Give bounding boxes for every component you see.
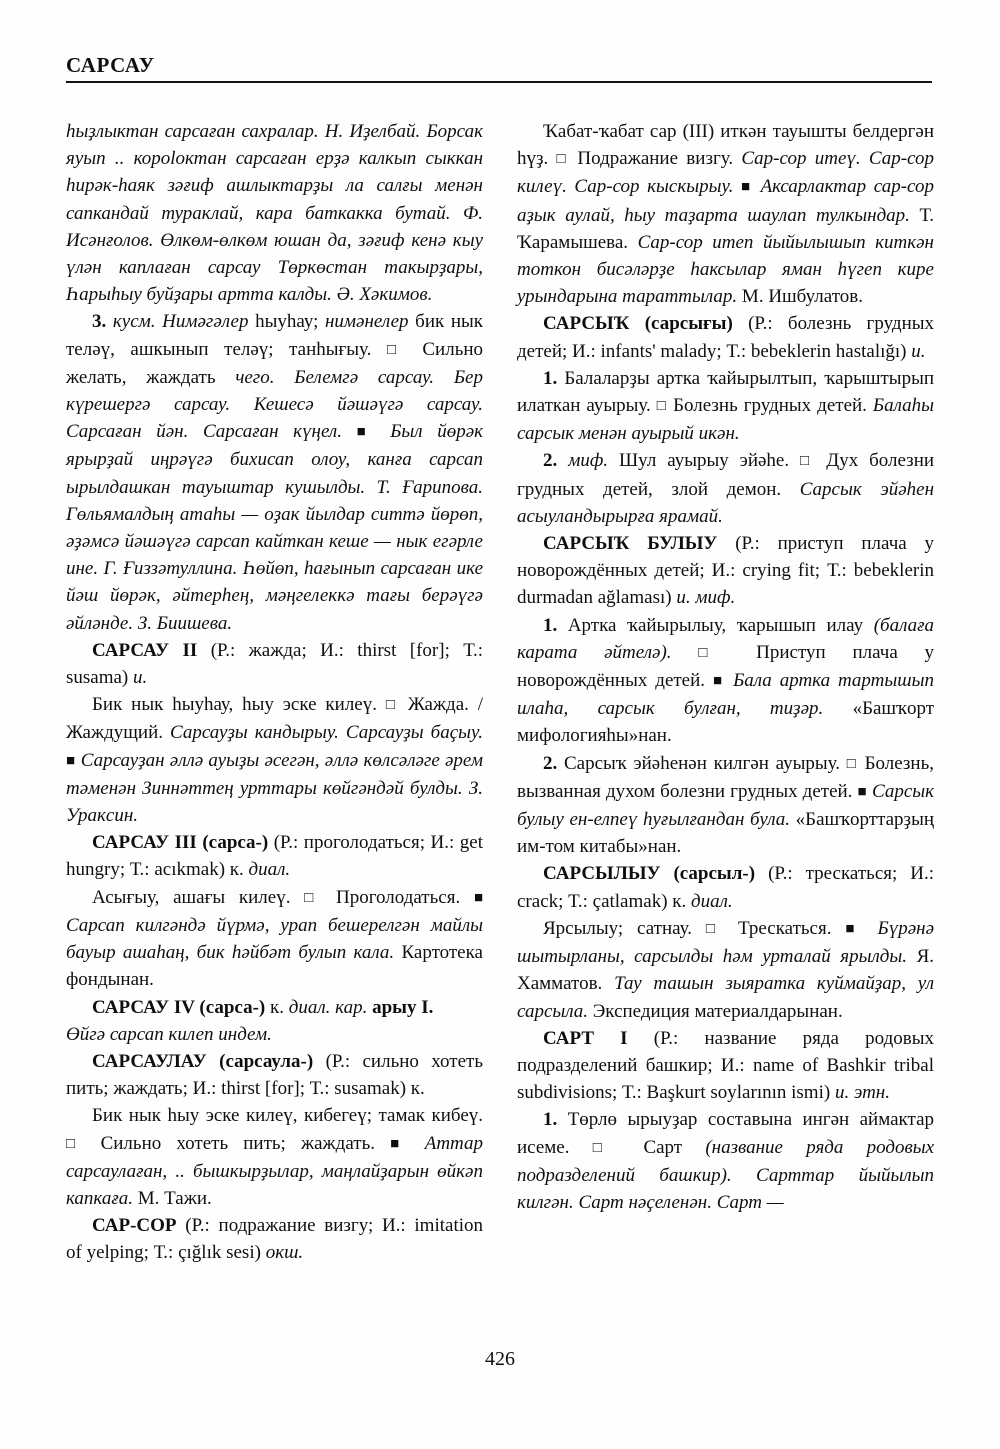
etymology: (Р.: болезнь грудных детей; И.: infants' malady; Т.: bebeklerin hastalığı): [517, 313, 934, 362]
source-note: М. Тажи.: [137, 1187, 212, 1209]
open-square-marker: [698, 642, 729, 663]
open-square-marker: [847, 753, 858, 774]
header-rule: [66, 81, 932, 83]
entry-sarsaulau-body: [66, 1102, 483, 1212]
sense-number: 2.: [543, 752, 558, 774]
quotations: Бүрәнә шытырланы, сарсылды һәм урталай ярылды. Я. Хамматов. Тау ташын зыяратка куймайҙар, ул сарсыла. Экспедиция материалдарынан.: [517, 917, 935, 1022]
page-number: 426: [485, 1348, 515, 1370]
entry-sarsyk-buluu-sense-2: [517, 750, 934, 861]
bashkir-definition: Артка ҡайырылыу, ҡарышып илау: [567, 614, 864, 636]
citation-text: һыҙлыктан сарсаған сахралар. Н. Иҙелбай. Борсак яуып .. короloктан сарсаған ерҙә калкып сыккан һирәк-һаяк зәғиф ашлыктарҙы ла салғы менән сапкандай тураклай, кара баткакка бутай. Ф. Исәнғолов. Өлкөм-өлкөм юшан да, зәғиф кенә кыу үлән каплаған сарсау Төркөстан такырҙары, Һарыһыу буйҙары артта калды. Ә. Хәкимов.: [66, 121, 483, 306]
grammar-k: к.: [672, 890, 687, 912]
open-square-marker: [304, 887, 322, 908]
open-square-marker: [706, 918, 724, 939]
bashkir-definition: Ярсылыу; сатнау.: [543, 917, 692, 939]
russian-definition: Приступ плача у новорождённых детей.: [517, 641, 935, 692]
entry-sarsau-3: [66, 829, 483, 883]
bashkir-definition: Балаларҙы артка ҡайырылтып, ҡарыштырып илаткан ауырыу.: [517, 367, 935, 417]
grammar-label: и. этн.: [834, 1082, 890, 1104]
cross-reference[interactable]: арыу I.: [372, 996, 434, 1018]
entry-sarsau-1-citations: [66, 118, 483, 308]
grammar-k: к.: [410, 1078, 425, 1100]
grammar-label: и. миф.: [676, 587, 736, 609]
entry-sarsau-2-body: [66, 691, 483, 829]
entry-sarsyk-buluu: [517, 530, 934, 612]
body-columns: [66, 118, 934, 1267]
etymology: (Р.: жажда; И.: thirst [for]; Т.: susama): [66, 639, 483, 689]
quotations: Был йөрәк ярырҙай иңрәүгә бихисап олоу, канға сарсап ырылдашкан тауыштар кушылды. Т. Ғарипова. Гөльямалдың атаһы — оҙак йылдар ситтә йөрөп, әҙәмсә йәшәүгә сарсап кайткан кеше — нык егәрле ине. Г. Ғиззәтуллина. Һөйөп, һағынып сарсаған ике йәш йөрәк, әйтерһең, мәңгелеккә тағы берәүгә әйләнде. З. Биишева.: [66, 421, 484, 634]
sense-number: 2.: [543, 450, 558, 472]
running-head: САРСАУ: [66, 53, 155, 77]
russian-definition: Дух болезни грудных детей, злой демон.: [517, 450, 935, 500]
filled-square-marker: [845, 918, 863, 939]
headword: САР-СОР: [92, 1215, 177, 1237]
open-square-marker: [387, 339, 407, 360]
grammar-k: к.: [229, 859, 244, 881]
examples: Сарсауҙы кандырыу. Сарсауҙы баҫыу.: [170, 722, 483, 744]
bashkir-definition: Бик нык һыуһау, һыу эске килеү.: [92, 694, 377, 716]
filled-square-marker: [741, 176, 753, 197]
quotations: Сарсауҙан әллә ауыҙы әсегән, әллә көлсәләге әрем тәменән Зиннәттең урттары көйгәндәй булды. З. Уракcин.: [66, 749, 484, 827]
headword: САРСАУ II: [92, 639, 198, 661]
grammar-k: к.: [270, 996, 284, 1018]
grammar-label: диал.: [288, 996, 331, 1018]
russian-definition: Трескаться.: [737, 917, 832, 939]
sense-number: 1.: [543, 1109, 558, 1131]
right-column: [517, 118, 934, 1267]
entry-sar-sor-body: [517, 118, 934, 310]
entry-sart-1: [517, 1025, 934, 1107]
sense-3: [66, 308, 483, 636]
bashkir-definition: Шул ауырыу эйәһе.: [619, 450, 790, 472]
open-square-marker: [66, 1133, 85, 1154]
entry-sarsau-4-body: [66, 1021, 483, 1048]
etymology: (Р.: трескаться; И.: crack; Т.: çatlamak): [517, 863, 934, 912]
entry-sar-sor: [66, 1212, 483, 1266]
source-note: Картотека фондынан.: [66, 942, 483, 991]
sense-number: 3.: [92, 311, 107, 333]
entry-sarsyk-sense-1: [517, 365, 934, 448]
grammar-label: окш.: [265, 1242, 304, 1264]
examples: Сарсык эйәһен асыуландырырға ярамай.: [517, 478, 934, 527]
bashkir-definition: Төрлө ырыуҙар составына ингән аймактар исеме.: [517, 1109, 934, 1158]
etymology: (Р.: название ряда родовых подразделений башкир; И.: name of Bashkir tribal subdivisions; Т.: Başkurt soylarının ismi): [517, 1027, 935, 1104]
quotations: Сарсап килгәндә йүрмә, урап бешерелгән майлы бауыр ашаһаң, бик һәйбәт булып кала.: [66, 914, 483, 964]
entry-sarsyk: [517, 310, 934, 364]
headword: САРСАУ IV (сарса-): [92, 996, 266, 1018]
entry-sarsylyu: [517, 860, 934, 914]
filled-square-marker: [357, 421, 376, 442]
filled-square-marker: [66, 750, 76, 771]
entry-sarsau-3-body: [66, 884, 483, 994]
quotations: Аксарлактар сар-сор аҙык аулай, һыу таҙарта шаулап тулкындар. Т. Ҡарамышева. Сар-сор итеп йыйылышып киткән тоткон бисәләрҙе һаксылар яман һүгеп кире урындарына тараттылар. М. Ишбулатов.: [517, 176, 935, 308]
running-head-area: [66, 52, 932, 83]
open-square-marker: [386, 694, 399, 715]
headword: САРТ I: [543, 1027, 628, 1049]
left-column: [66, 118, 483, 1267]
bashkir-definition: Бик нык һыу эске килеү, кибегеү; тамак кибеү.: [92, 1105, 483, 1127]
etymology: (Р.: проголодаться; И.: get hungry; Т.: acıkmak): [66, 832, 483, 881]
sense-number: 1.: [543, 614, 558, 636]
open-square-marker: [657, 395, 667, 416]
examples: Сарттар йыйылып килгән. Сарт нәҫеленән. Сарт —: [517, 1164, 934, 1213]
etymology: (Р.: сильно хотеть пить; жаждать; И.: thirst [for]; Т.: susamak): [66, 1050, 483, 1100]
entry-sarsyk-buluu-sense-1: [517, 612, 934, 750]
source-note: «Башҡорт мифологияһы»нан.: [517, 698, 934, 747]
entry-sarsyk-sense-2: [517, 447, 934, 530]
examples: Белемгә сарсау. Бер күрешергә сарсау. Кешесә йәшәүгә сарсау. Сарсаған йән. Сарсаған күңел.: [66, 366, 483, 443]
filled-square-marker: [390, 1133, 409, 1154]
russian-definition: Болезнь грудных детей.: [673, 395, 867, 417]
entry-sarsylyu-body: [517, 915, 934, 1025]
sense-label: кусм.: [112, 311, 156, 333]
source-note: «Башҡорттарҙың им-том китабы»нан.: [517, 809, 934, 858]
russian-definition: Жажда. / Жаждущий.: [66, 694, 484, 744]
quotations: Бала артка тартышып илаһа, сарсык булған, тиҙәр.: [517, 670, 934, 720]
sense-label: миф.: [568, 450, 609, 472]
headword: САРСЫЛЫУ (сарсыл-): [543, 863, 756, 885]
etymology: (Р.: подражание визгу; И.: imitation of yelping; Т.: çığlık sesi): [66, 1215, 484, 1264]
headword: САРСАУЛАУ (сарсаула-): [92, 1050, 314, 1072]
filled-square-marker: [474, 887, 483, 908]
entry-sarsau-2: [66, 637, 483, 691]
russian-definition: (название ряда родовых подразделений башкир).: [517, 1136, 935, 1186]
bashkir-definition-note: (балаға карата әйтелә).: [517, 614, 934, 663]
quotations: Аттар сарсаулаған, .. бышкырҙылар, маңлайҙарын өйкәп капкаға.: [66, 1132, 484, 1209]
russian-definition-head: Сарт: [643, 1136, 683, 1158]
russian-definition: Болезнь, вызванная духом болезни грудных детей.: [517, 752, 934, 802]
headword: САРСЫҠ БУЛЫУ: [543, 533, 718, 555]
open-square-marker: [557, 148, 570, 169]
examples: Сар-сор итеү. Сар-сор килеү. Сар-сор кыскырыу.: [517, 148, 935, 198]
filled-square-marker: [713, 670, 725, 691]
bashkir-definition: Нимәгәлер һыуһау; нимәнелер бик нык теләү, ашкынып теләү; танһығыу.: [66, 311, 484, 360]
grammar-label: и.: [133, 667, 148, 689]
sense-number: 1.: [543, 367, 558, 389]
grammar-label: диал.: [248, 859, 291, 881]
russian-definition: Проголодаться.: [335, 886, 461, 908]
russian-definition: Сильно хотеть пить; жаждать.: [100, 1132, 375, 1154]
bashkir-definition: Асығыу, ашағы килеү.: [92, 886, 291, 908]
bashkir-definition: Ҡабат-ҡабат сар (III) иткән тауышты белдергән һүҙ.: [517, 121, 934, 170]
etymology: (Р.: приступ плача у новорождённых детей; И.: crying fit; Т.: bebeklerin durmadan ağlaması): [517, 533, 935, 609]
open-square-marker: [800, 450, 815, 471]
quotations: Өйгә сарсап килеп индем.: [66, 1023, 272, 1045]
bashkir-definition: Сарсыҡ эйәһенән килгән ауырыу.: [564, 752, 841, 774]
grammar-label: и.: [911, 340, 926, 362]
filled-square-marker: [858, 781, 867, 802]
entry-sarsaulau: [66, 1048, 483, 1102]
grammar-label: диал.: [691, 890, 733, 912]
russian-definition: Сильно желать, жаждать чего.: [66, 338, 484, 388]
russian-definition: Подражание визгу.: [577, 148, 734, 170]
entry-sarsau-4: [66, 994, 483, 1021]
headword: САРСЫҠ (сарсығы): [543, 313, 733, 335]
entry-sart-1-sense-1: [517, 1106, 934, 1216]
headword: САРСАУ III (сарса-): [92, 832, 269, 854]
examples: Балаһы сарсык менән ауырый икән.: [517, 395, 935, 445]
quotations: Сарсык булыу ен-елпеү һуғылғандан була.: [517, 780, 935, 831]
open-square-marker: [593, 1137, 621, 1158]
cross-ref-label: кар.: [335, 996, 368, 1018]
